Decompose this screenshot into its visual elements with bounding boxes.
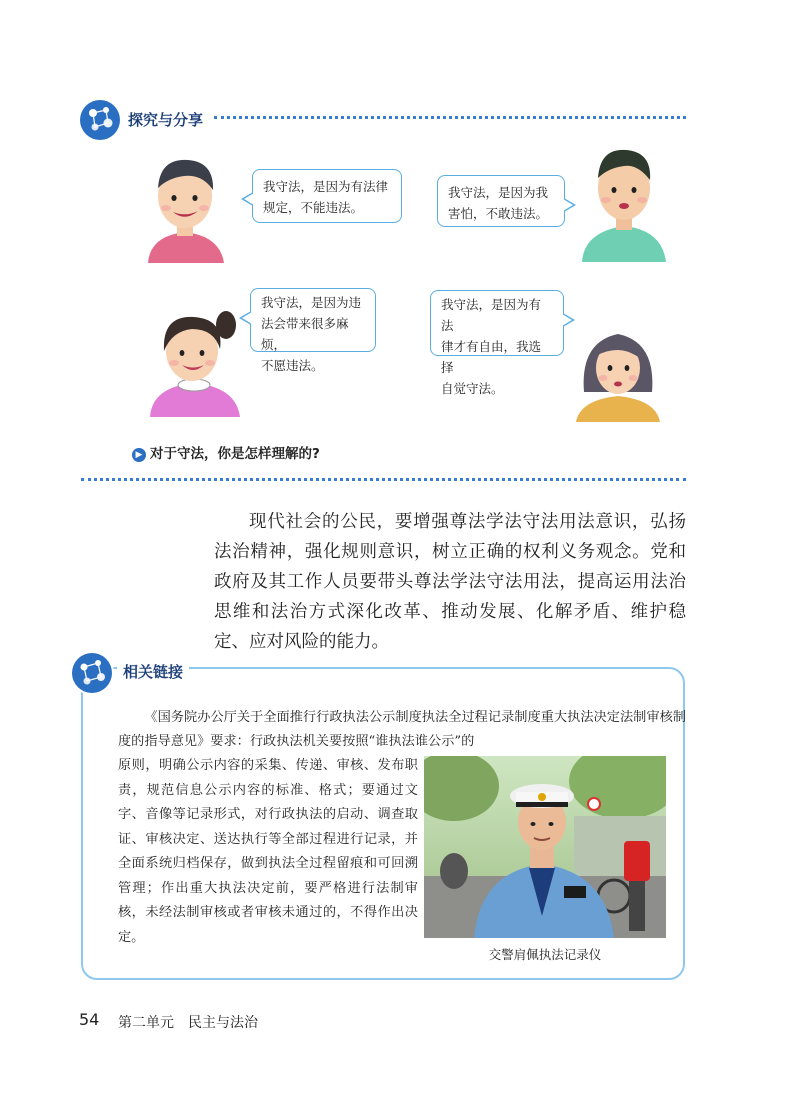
photo-caption: 交警肩佩执法记录仪 [488, 947, 602, 962]
page-number: 54 [79, 1010, 100, 1029]
bubble-2-line-2: 害怕，不敢违法。 [448, 206, 549, 221]
bubble-2-line-1: 我守法，是因为我 [448, 185, 549, 200]
bubble-1-line-1: 我守法，是因为有法律 [263, 179, 389, 194]
question-text: 对于守法，你是怎样理解的? [150, 446, 320, 462]
related-section-icon [70, 651, 114, 695]
explore-bottom-divider [81, 478, 686, 481]
speech-bubble-4 [430, 290, 564, 396]
unit-title: 第二单元 民主与法治 [118, 1015, 258, 1031]
explore-header-divider [214, 116, 686, 119]
bubble-4-line-3: 自觉守法。 [441, 381, 504, 396]
girl-long-hair-illustration [572, 322, 664, 422]
related-section-title: 相关链接 [117, 661, 189, 682]
bubble-4-line-2: 律才有自由，我选择 [441, 339, 542, 375]
explore-question [132, 442, 320, 462]
arrow-right-icon: ▶ [132, 448, 146, 462]
bubble-3-line-2: 法会带来很多麻烦， [261, 316, 349, 352]
explore-section-icon [79, 99, 121, 141]
bubble-1-line-2: 规定，不能违法。 [263, 200, 364, 215]
traffic-police-photo [424, 756, 666, 938]
bubble-3-line-3: 不愿违法。 [261, 358, 324, 373]
speech-bubble-3 [250, 288, 376, 373]
main-paragraph: 现代社会的公民，要增强尊法学法守法用法意识，弘扬法治精神，强化规则意识，树立正确的权利义务观念。党和政府及其工作人员要带头尊法学法守法用法，提高运用法治思维和法治方式深化改革、推动发展、化解矛盾、维护稳定、应对风险的能力。 [214, 512, 686, 652]
speech-bubble-1 [252, 169, 402, 223]
related-paragraph-rest: 原则，明确公示内容的采集、传递、审核、发布职责，规范信息公示内容的标准、格式；要通过文字、音像等记录形式，对行政执法的启动、调查取证、审核决定、送达执行等全部过程进行记录，并全面系统归档保存，做到执法全过程留痕和可回溯管理；作出重大执法决定前，要严格进行法制审核，未经法制审核或者审核未通过的，不得作出决定。 [118, 758, 418, 945]
related-paragraph-top: 《国务院办公厅关于全面推行行政执法公示制度执法全过程记录制度重大执法决定法制审核制度的指导意见》要求：行政执法机关要按照“谁执法谁公示”的 [118, 710, 686, 749]
boy-green-shirt-illustration [578, 140, 670, 262]
boy-pink-shirt-illustration [140, 148, 230, 263]
girl-ponytail-illustration [148, 305, 243, 417]
bubble-4-line-1: 我守法，是因为有法 [441, 297, 542, 333]
speech-bubble-2 [437, 175, 565, 227]
bubble-3-line-1: 我守法，是因为违 [261, 295, 362, 310]
explore-section-title: 探究与分享 [128, 111, 204, 129]
